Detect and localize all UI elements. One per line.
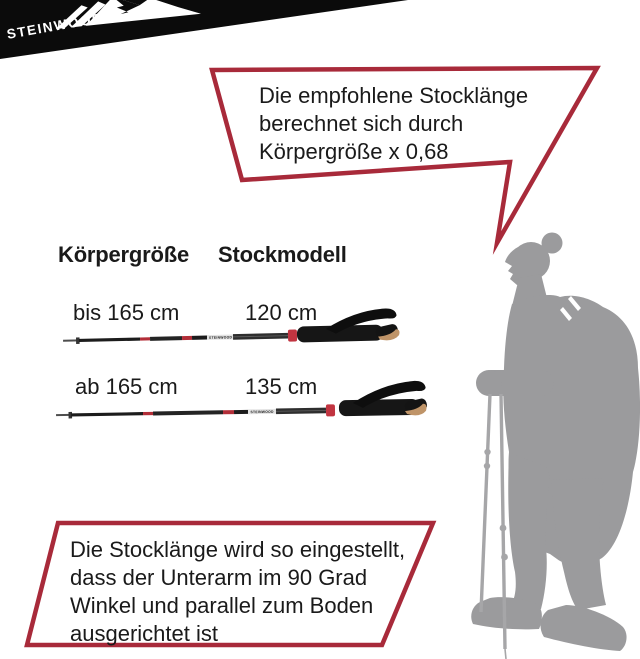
row1-body-height: bis 165 cm <box>73 300 180 325</box>
speech-bubble-line: Die empfohlene Stocklänge <box>259 83 529 108</box>
brand-name: STEINWOOD <box>5 10 105 42</box>
instruction-note-line: dass der Unterarm im 90 Grad <box>70 565 368 590</box>
row2-pole-model: 135 cm <box>245 374 318 399</box>
pole-lock-clamp <box>288 329 297 341</box>
hiker-back-leg <box>551 478 606 610</box>
speech-bubble-text <box>259 82 528 166</box>
hiker-back-boot <box>541 605 627 651</box>
hiker-pole-left <box>481 394 490 612</box>
hiker-silhouette <box>440 228 640 659</box>
hiker-hand <box>476 370 502 396</box>
row1-pole-model: 120 cm <box>245 300 318 325</box>
instruction-note-text <box>70 536 405 648</box>
hiker-pole-tip <box>505 649 506 659</box>
pole-lock-clamp <box>326 404 335 416</box>
speech-bubble-line: berechnet sich durch <box>259 111 464 136</box>
pole-shaft-brand-label: STEINWOOD <box>250 409 274 415</box>
row2-body-height: ab 165 cm <box>75 374 178 399</box>
col-header-koerpergroesse: Körpergröße <box>58 242 190 267</box>
instruction-note-line: Winkel und parallel zum Boden <box>70 593 374 618</box>
pole-image-120cm <box>60 303 405 351</box>
col-header-stockmodell: Stockmodell <box>218 242 347 267</box>
instruction-note-line: Die Stocklänge wird so eingestellt, <box>70 537 406 562</box>
instruction-note-line: ausgerichtet ist <box>70 621 218 646</box>
pole-image-135cm <box>53 378 431 426</box>
speech-bubble-line: Körpergröße x 0,68 <box>259 139 449 164</box>
hiker-front-leg <box>508 452 550 609</box>
pole-shaft-brand-label: STEINWOOD <box>208 335 233 340</box>
